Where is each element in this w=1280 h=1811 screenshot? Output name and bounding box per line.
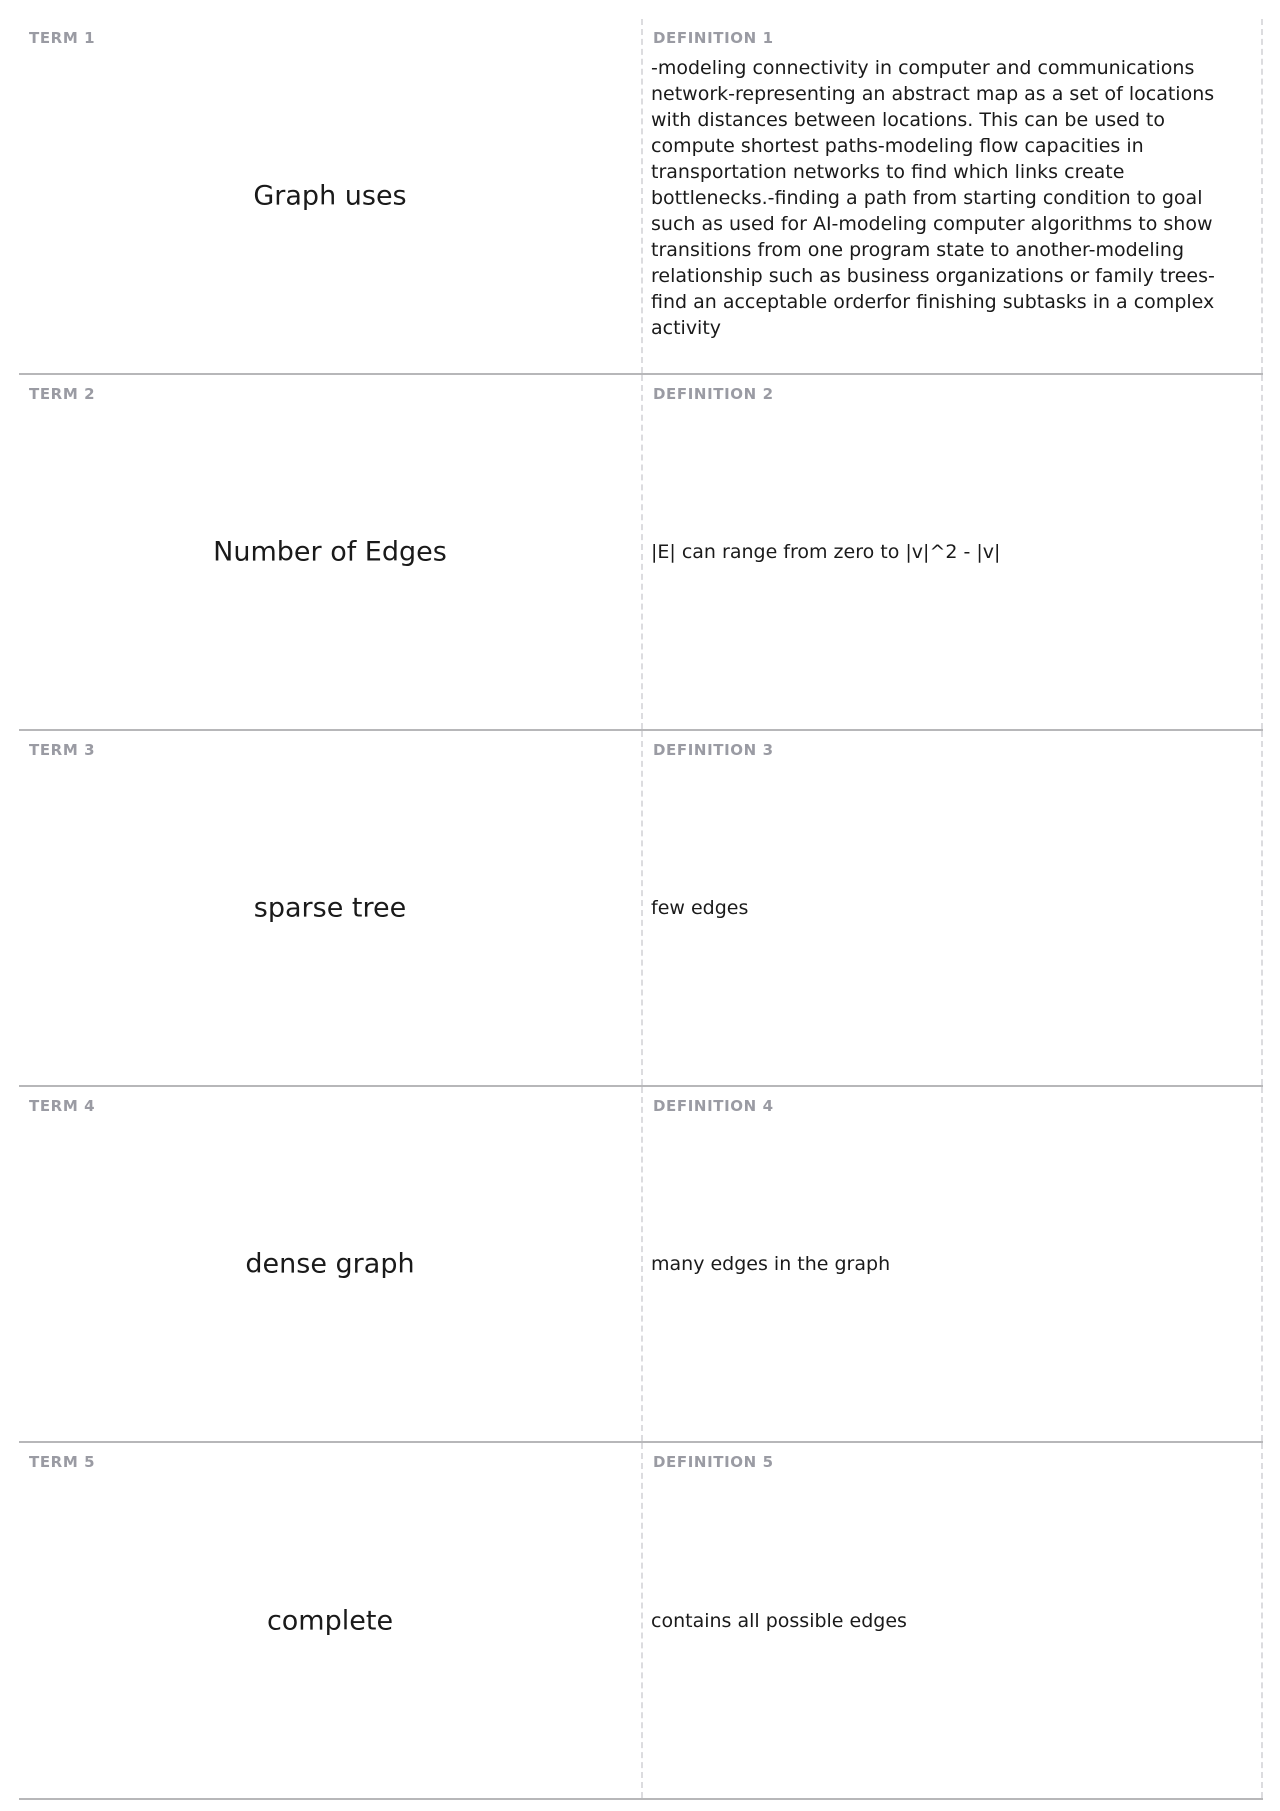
flashcard-sheet <box>19 19 1263 1800</box>
term-cell <box>19 375 641 729</box>
term-text: complete <box>266 1605 394 1636</box>
cut-line <box>1261 19 1263 373</box>
term-label: TERM 2 <box>29 385 96 403</box>
definition-cell <box>643 19 1261 373</box>
term-text: sparse tree <box>253 892 407 924</box>
definition-cell <box>643 1443 1261 1798</box>
cut-line <box>1261 731 1263 1085</box>
definition-label: DEFINITION 5 <box>653 1453 774 1471</box>
term-label: TERM 1 <box>29 29 96 47</box>
flashcard-row <box>19 19 1263 375</box>
definition-label: DEFINITION 2 <box>653 385 774 403</box>
term-text: Number of Edges <box>213 536 447 568</box>
term-cell <box>19 1443 641 1798</box>
term-text: Graph uses <box>253 180 407 212</box>
definition-text: many edges in the graph <box>651 1253 891 1275</box>
term-label: TERM 3 <box>29 741 96 759</box>
cut-line <box>1261 375 1263 729</box>
definition-cell <box>643 375 1261 729</box>
cut-line <box>1261 1087 1263 1441</box>
definition-label: DEFINITION 1 <box>653 29 774 47</box>
definition-text: few edges <box>651 897 749 919</box>
definition-text: contains all possible edges <box>651 1609 907 1632</box>
definition-label: DEFINITION 3 <box>653 741 774 759</box>
definition-label: DEFINITION 4 <box>653 1097 774 1115</box>
term-label: TERM 4 <box>29 1097 96 1115</box>
flashcard-row <box>19 1443 1263 1800</box>
term-label: TERM 5 <box>29 1453 96 1471</box>
cut-line <box>1261 1443 1263 1798</box>
flashcard-row <box>19 1087 1263 1443</box>
definition-text: -modeling connectivity in computer and communications network-representing an abstract map as a set of locations with distances between locations. This can be used to compute shortest paths-modeling flow capacities in transportation networks to find which links create bottlenecks.-finding a path from starting condition to goal such as used for AI-modeling computer algorithms to show transitions from one program state to another-modeling relationship such as business organizations or family trees-find an acceptable orderfor finishing subtasks in a complex activity <box>651 57 1215 339</box>
definition-text: |E| can range from zero to |v|^2 - |v| <box>651 541 1001 563</box>
flashcard-row <box>19 731 1263 1087</box>
term-cell <box>19 731 641 1085</box>
definition-cell <box>643 731 1261 1085</box>
flashcard-row <box>19 375 1263 731</box>
definition-cell <box>643 1087 1261 1441</box>
term-cell <box>19 1087 641 1441</box>
term-text: dense graph <box>245 1248 415 1280</box>
term-cell <box>19 19 641 373</box>
